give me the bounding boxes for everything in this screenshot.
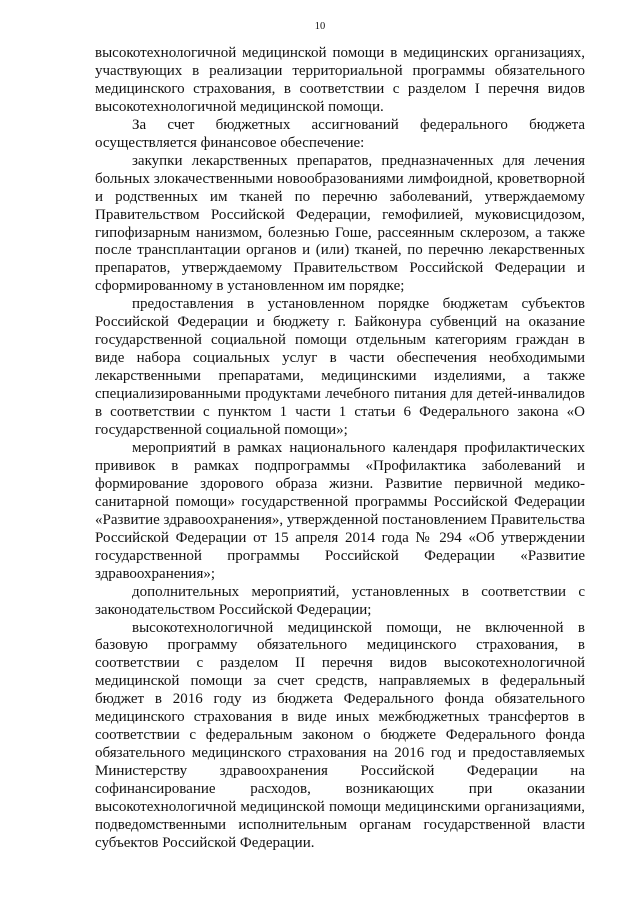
paragraph-vaccination-calendar: мероприятий в рамках национального календаря профилактических прививок в рамках подпрограммы «Профилактика заболеваний и формирование здорового образа жизни. Развитие первичной медико-санитарной помощи» государственной программы Российской Федерации «Развитие здравоохранения», утвержденной постановлением Правительства Российской Федерации от 15 апреля 2014 года № 294 «Об утверждении государственной программы Российской Федерации «Развитие здравоохранения»; [95,439,585,582]
paragraph-subventions: предоставления в установленном порядке бюджетам субъектов Российской Федерации и бюджету г. Байконура субвенций на оказание государственной социальной помощи отдельным категориям граждан в виде набора социальных услуг в части обеспечения необходимыми лекарственными препаратами, медицинскими изделиями, а также специализированными продуктами лечебного питания для детей-инвалидов в соответствии с пунктом 1 части 1 статьи 6 Федерального закона «О государственной социальной помощи»; [95,296,585,439]
page-number: 10 [314,21,326,32]
paragraph-additional-measures: дополнительных мероприятий, установленных в соответствии с законодательством Российской Федерации; [95,583,585,618]
document-body [95,45,585,853]
paragraph-high-tech-care: высокотехнологичной медицинской помощи, не включенной в базовую программу обязательного медицинского страхования, в соответствии с разделом II перечня видов высокотехнологичной медицинской помощи за счет средств, направляемых в федеральный бюджет в 2016 году из бюджета Федерального фонда обязательного медицинского страхования в виде иных межбюджетных трансфертов в соответствии с федеральным законом о бюджете Федерального фонда обязательного медицинского страхования на 2016 год и предоставляемых Министерству здравоохранения Российской Федерации на софинансирование расходов, возникающих при оказании высокотехнологичной медицинской помощи медицинскими организациями, подведомственными исполнительным органам государственной власти субъектов Российской Федерации. [95,619,585,851]
paragraph-continuation: высокотехнологичной медицинской помощи в медицинских организациях, участвующих в реализации территориальной программы обязательного медицинского страхования, в соответствии с разделом I перечня видов высокотехнологичной медицинской помощи. [95,45,585,115]
paragraph-financing-intro: За счет бюджетных ассигнований федерального бюджета осуществляется финансовое обеспечение: [95,116,585,151]
paragraph-drug-procurement: закупки лекарственных препаратов, предназначенных для лечения больных злокачественными новообразованиями лимфоидной, кроветворной и родственных им тканей по перечню заболеваний, утверждаемому Правительством Российской Федерации, гемофилией, муковисцидозом, гипофизарным нанизмом, болезнью Гоше, рассеянным склерозом, а также после трансплантации органов и (или) тканей, по перечню лекарственных препаратов, утверждаемому Правительством Российской Федерации и сформированному в установленном им порядке; [95,152,585,295]
